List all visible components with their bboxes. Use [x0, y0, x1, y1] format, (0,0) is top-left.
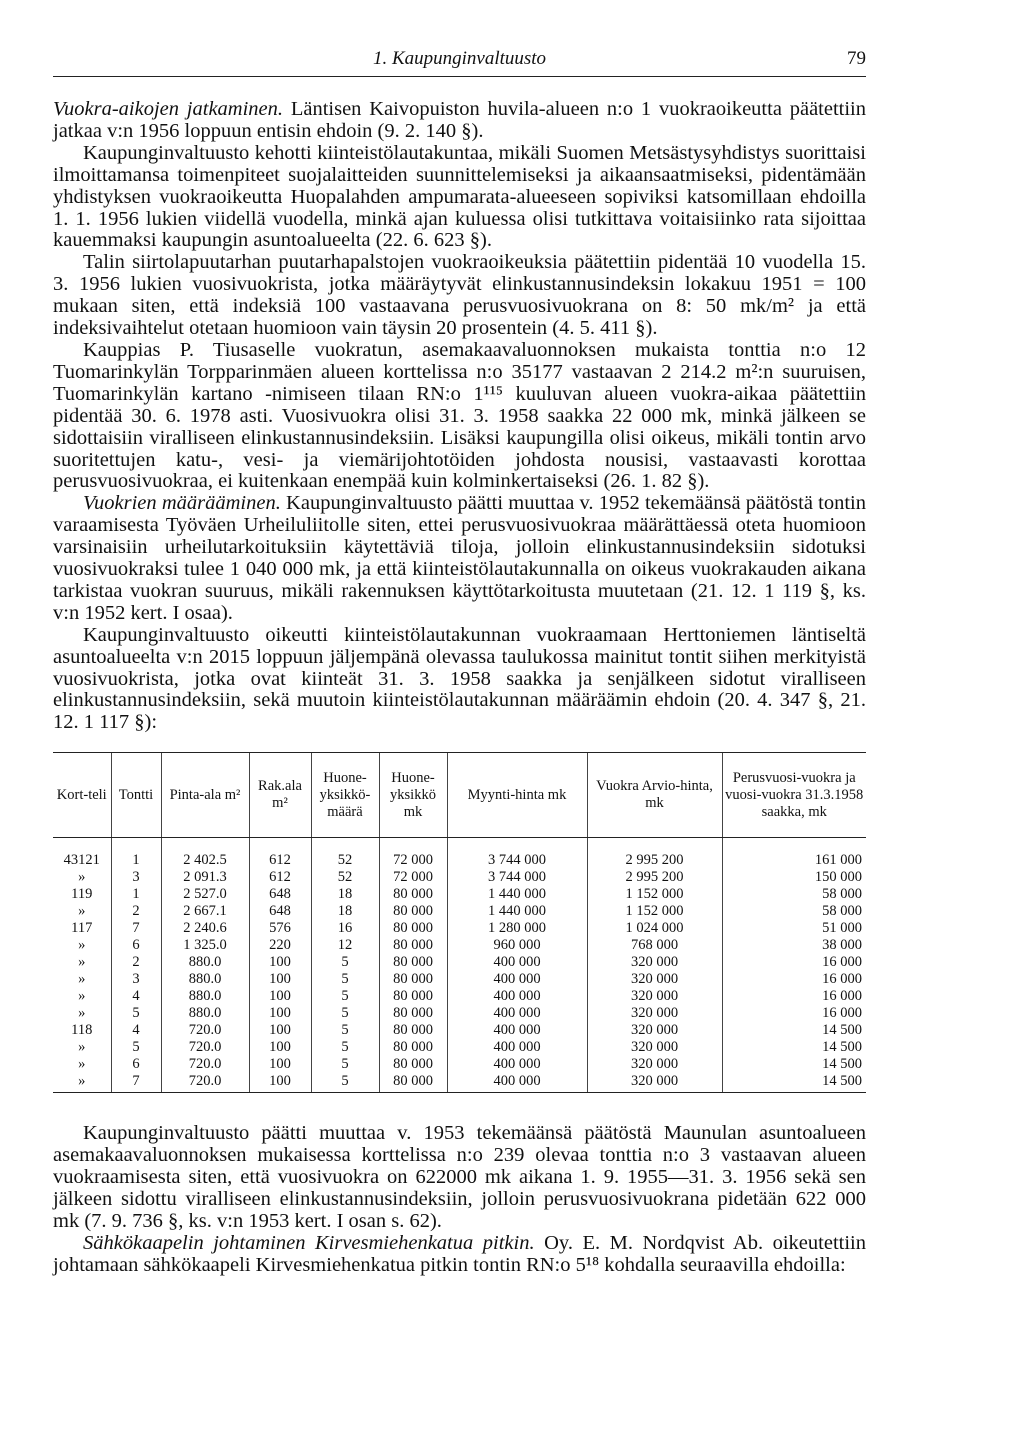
paragraph — [53, 1123, 866, 1233]
table-row — [53, 937, 866, 954]
table-cell: » — [78, 937, 86, 954]
table-cell: 720.0 — [161, 1056, 249, 1073]
table-cell: 320 000 — [587, 954, 722, 971]
table-cell: 400 000 — [447, 1073, 587, 1093]
table-cell: 16 000 — [722, 971, 866, 988]
table-cell: 880.0 — [161, 971, 249, 988]
table-cell: 3 744 000 — [447, 869, 587, 886]
table-cell: 2 995 200 — [587, 869, 722, 886]
lease-table-wrapper — [53, 752, 866, 1093]
table-cell: 3 — [111, 869, 161, 886]
table-cell: 4 — [111, 1022, 161, 1039]
paragraph-text: Kaupunginvaltuusto päätti muuttaa v. 1953 tekemäänsä päätöstä Maunulan asuntoalueen asemakaavaluonnoksen mukaisessa korttelissa n:o 239 olevaa tonttia n:o 3 vastaavan alueen vuokraamisesta siten, että vuosivuokra on 622000 mk aikana 1. 9. 1955—31. 3. 1956 sekä sen jälkeen sidottu viralliseen elinkustannusindeksiin, jolloin perusvuosivuokrana pidetään 622 000 mk (7. 9. 736 §, ks. v:n 1953 kert. I osan s. 62). — [53, 1122, 866, 1232]
table-cell: 100 — [249, 1039, 311, 1056]
table-cell: 5 — [111, 1039, 161, 1056]
table-cell: 400 000 — [447, 954, 587, 971]
table-cell: 612 — [249, 838, 311, 870]
table-cell: 117 — [71, 920, 93, 937]
column-header: Myynti-hinta mk — [447, 753, 587, 838]
table-cell: 14 500 — [722, 1073, 866, 1093]
paragraph-text: Kaupunginvaltuusto kehotti kiinteistölautakuntaa, mikäli Suomen Metsästysyhdistys suorittaisi ilmoittamansa toimenpiteet suojalaitteiden suunnittelemiseksi ja aikaansaatmiseksi, pidentämään yhdistyksen vuokraoikeutta Huopalahden ampumarata-alueeseen sopiviksi katsomillaan ehdoilla 1. 1. 1956 lukien viidellä vuodella, minkä ajan kuluessa olisi tutkittava voitaisiinko rata sijoittaa kauemmaksi kaupungin asuntoalueelta (22. 6. 623 §). — [53, 141, 866, 252]
table-cell: » — [78, 1056, 86, 1073]
table-cell: 1 440 000 — [447, 903, 587, 920]
table-cell: 2 091.3 — [161, 869, 249, 886]
table-cell: 72 000 — [379, 869, 447, 886]
table-cell: 80 000 — [379, 988, 447, 1005]
table-cell: 768 000 — [587, 937, 722, 954]
paragraph — [53, 625, 866, 735]
table-cell: 400 000 — [447, 1039, 587, 1056]
column-header: Huone-yksikkö-määrä — [311, 753, 379, 838]
table-cell: 100 — [249, 1022, 311, 1039]
table-cell: » — [78, 1039, 86, 1056]
body-text — [53, 99, 866, 734]
table-cell: 150 000 — [722, 869, 866, 886]
table-cell: 400 000 — [447, 1056, 587, 1073]
table-cell: 80 000 — [379, 954, 447, 971]
table-cell: 80 000 — [379, 920, 447, 937]
table-cell: 1 — [111, 886, 161, 903]
table-cell: 80 000 — [379, 971, 447, 988]
table-row — [53, 971, 866, 988]
table-cell: 100 — [249, 1073, 311, 1093]
table-cell: 80 000 — [379, 1039, 447, 1056]
table-cell: 80 000 — [379, 903, 447, 920]
table-cell: 2 — [111, 954, 161, 971]
section-heading: Vuokrien määrääminen. — [83, 492, 281, 515]
table-row — [53, 1073, 866, 1093]
table-cell: 1 280 000 — [447, 920, 587, 937]
table-row — [53, 1039, 866, 1056]
table-cell: 80 000 — [379, 886, 447, 903]
table-cell: » — [78, 988, 86, 1005]
document-page — [53, 44, 866, 1277]
table-cell: 119 — [71, 886, 93, 903]
table-cell: 80 000 — [379, 1005, 447, 1022]
table-cell: 5 — [111, 1005, 161, 1022]
table-cell: 320 000 — [587, 988, 722, 1005]
column-header: Tontti — [111, 753, 161, 838]
table-cell: 5 — [311, 1039, 379, 1056]
table-cell: 648 — [249, 886, 311, 903]
table-cell: 14 500 — [722, 1022, 866, 1039]
table-row — [53, 954, 866, 971]
table-cell: 52 — [311, 838, 379, 870]
table-cell: 16 — [311, 920, 379, 937]
table-cell: 16 000 — [722, 1005, 866, 1022]
table-row — [53, 920, 866, 937]
table-cell: 12 — [311, 937, 379, 954]
table-cell: 320 000 — [587, 1056, 722, 1073]
table-cell: 5 — [311, 1022, 379, 1039]
table-cell: 648 — [249, 903, 311, 920]
table-cell: 100 — [249, 988, 311, 1005]
table-cell: 5 — [311, 988, 379, 1005]
table-cell: 1 325.0 — [161, 937, 249, 954]
table-cell: 18 — [311, 903, 379, 920]
table-cell: 5 — [311, 1005, 379, 1022]
table-cell: 14 500 — [722, 1056, 866, 1073]
table-cell: 58 000 — [722, 903, 866, 920]
table-cell: 2 995 200 — [587, 838, 722, 870]
table-cell: 3 744 000 — [447, 838, 587, 870]
running-header — [53, 44, 866, 77]
table-cell: 58 000 — [722, 886, 866, 903]
column-header: Kort-teli — [53, 753, 111, 838]
table-cell: 2 — [111, 903, 161, 920]
table-cell: 2 402.5 — [161, 838, 249, 870]
table-cell: 43121 — [63, 852, 100, 869]
table-cell: 960 000 — [447, 937, 587, 954]
table-row — [53, 869, 866, 886]
table-cell: 100 — [249, 1005, 311, 1022]
table-cell: 612 — [249, 869, 311, 886]
table-cell: 880.0 — [161, 1005, 249, 1022]
table-row — [53, 886, 866, 903]
table-cell: 1 024 000 — [587, 920, 722, 937]
paragraph — [53, 493, 866, 624]
column-header: Perusvuosi-vuokra ja vuosi-vuokra 31.3.1958 saakka, mk — [722, 753, 866, 838]
table-cell: 320 000 — [587, 1022, 722, 1039]
table-cell: 880.0 — [161, 954, 249, 971]
table-cell: 320 000 — [587, 1073, 722, 1093]
table-cell: 6 — [111, 937, 161, 954]
table-cell: 220 — [249, 937, 311, 954]
table-cell: 5 — [311, 1056, 379, 1073]
paragraph-text: Kaupunginvaltuusto oikeutti kiinteistölautakunnan vuokraamaan Herttoniemen läntiseltä asuntoalueelta v:n 2015 loppuun jäljempänä olevassa taulukossa mainitut tontit siihen merkityistä vuosivuokrista, jotka ovat kiinteät 31. 3. 1958 saakka ja senjälkeen sidotut viralliseen elinkustannusindeksiin, sekä muutoin kiinteistölautakunnan määräämin ehdoin (20. 4. 347 §, 21. 12. 1 117 §): — [53, 623, 866, 734]
table-cell: 80 000 — [379, 1022, 447, 1039]
paragraph — [53, 143, 866, 253]
table-cell: 720.0 — [161, 1073, 249, 1093]
table-cell: » — [78, 869, 86, 886]
table-cell: 100 — [249, 954, 311, 971]
table-row — [53, 838, 866, 870]
table-header-row — [53, 753, 866, 838]
table-cell: 720.0 — [161, 1039, 249, 1056]
body-text-after-table — [53, 1123, 866, 1276]
table-cell: 880.0 — [161, 988, 249, 1005]
table-cell: » — [53, 1073, 111, 1093]
table-cell: 52 — [311, 869, 379, 886]
table-cell: 576 — [249, 920, 311, 937]
chapter-title: 1. Kaupunginvaltuusto — [372, 48, 547, 69]
table-cell: 7 — [111, 920, 161, 937]
table-cell: 38 000 — [722, 937, 866, 954]
paragraph-text: Kaupunginvaltuusto päätti muuttaa v. 1952 tekemäänsä päätöstä tontin varaamisesta Työväen Urheiluliitolle siten, ettei perusvuosivuokraa määrättäessä oteta huomioon varsinaisiin urheilutarkoituksiin käytettäviä tiloja, jolloin elinkustannusindeksiin sidotuksi vuosivuokraksi tulee 1 040 000 mk, ja että kiinteistölautakunnalla on oikeus vuokrakauden aikana tarkistaa vuokran suuruus, mikäli rakennuksen käyttötarkoitusta muutetaan (21. 12. 1 119 §, ks. v:n 1952 kert. I osaa). — [53, 492, 866, 624]
table-row — [53, 1022, 866, 1039]
table-cell: 5 — [311, 1073, 379, 1093]
table-cell: » — [78, 954, 86, 971]
table-cell: 5 — [311, 954, 379, 971]
table-cell: 161 000 — [722, 838, 866, 870]
table-cell: 2 527.0 — [161, 886, 249, 903]
page-number: 79 — [847, 48, 866, 69]
column-header: Vuokra Arvio-hinta, mk — [587, 753, 722, 838]
table-cell: 2 240.6 — [161, 920, 249, 937]
table-row — [53, 988, 866, 1005]
table-cell: 400 000 — [447, 1005, 587, 1022]
paragraph-text: Talin siirtolapuutarhan puutarhapalstojen vuokraoikeuksia päätettiin pidentää 10 vuodella 15. 3. 1956 lukien vuosivuokrista, jotka määräytyvät elinkustannusindeksin lokakuu 1951 = 100 mukaan siten, että indeksiä 100 vastaavana perusvuosivuokrana on 8: 50 mk/m² ja että indeksivaihtelut otetaan huomioon vain täysin 20 prosentein (4. 5. 411 §). — [53, 251, 866, 340]
table-cell: » — [78, 903, 86, 920]
table-row — [53, 1005, 866, 1022]
column-header: Pinta-ala m² — [161, 753, 249, 838]
paragraph — [53, 1233, 866, 1277]
table-cell: 14 500 — [722, 1039, 866, 1056]
paragraph — [53, 340, 866, 493]
table-cell: 16 000 — [722, 954, 866, 971]
table-cell: 16 000 — [722, 988, 866, 1005]
paragraph-text: Kauppias P. Tiusaselle vuokratun, asemakaavaluonnoksen mukaista tonttia n:o 12 Tuomarinkylän Torpparinmäen alueen korttelissa n:o 35177 vastaavan 2 214.2 m²:n suuruisen, Tuomarinkylän kartano -nimiseen tilaan RN:o 1¹¹⁵ kuuluvan alueen vuokra-aikaa päätettiin pidentää 30. 6. 1978 asti. Vuosivuokra olisi 31. 3. 1958 saakka 22 000 mk, minkä jälkeen se sidottaisiin viralliseen elinkustannusindeksiin. Lisäksi kaupungilla olisi oikeus, mikäli tontin arvo suoritettujen katu-, vesi- ja viemärijohtotöiden johdosta nousisi, vastaavasti korottaa perusvuosivuokraa, ei kuitenkaan enempää kuin kolminkertaiseksi (26. 1. 82 §). — [53, 338, 866, 493]
section-heading: Vuokra-aikojen jatkaminen. — [53, 98, 284, 120]
table-cell: 7 — [111, 1073, 161, 1093]
table-cell: 3 — [111, 971, 161, 988]
paragraph — [53, 99, 866, 143]
table-cell: 2 667.1 — [161, 903, 249, 920]
paragraph-text: Läntisen Kaivopuiston huvila-alueen n:o 1 vuokraoikeutta päätettiin jatkaa v:n 1956 loppuun entisin ehdoin (9. 2. 140 §). — [53, 98, 867, 142]
table-cell: » — [78, 1005, 86, 1022]
table-cell: » — [78, 971, 86, 988]
table-cell: 320 000 — [587, 971, 722, 988]
column-header: Rak.ala m² — [249, 753, 311, 838]
lease-table — [53, 752, 866, 1093]
table-cell: 18 — [311, 886, 379, 903]
table-cell: 400 000 — [447, 971, 587, 988]
table-cell: 100 — [249, 971, 311, 988]
table-cell: 400 000 — [447, 1022, 587, 1039]
table-cell: 6 — [111, 1056, 161, 1073]
table-cell: 4 — [111, 988, 161, 1005]
table-row — [53, 903, 866, 920]
table-cell: 1 152 000 — [587, 886, 722, 903]
paragraph-text: Oy. E. M. Nordqvist Ab. oikeutettiin johtamaan sähkökaapeli Kirvesmiehenkatua pitkin tontin RN:o 5¹⁸ kohdalla seuraavilla ehdoilla: — [53, 1231, 866, 1276]
table-cell: 320 000 — [587, 1005, 722, 1022]
table-cell: 1 440 000 — [447, 886, 587, 903]
table-cell: 320 000 — [587, 1039, 722, 1056]
paragraph — [53, 252, 866, 340]
table-cell: 1 152 000 — [587, 903, 722, 920]
table-cell: 118 — [71, 1022, 93, 1039]
table-cell: 51 000 — [722, 920, 866, 937]
table-cell: 80 000 — [379, 1073, 447, 1093]
table-cell: 400 000 — [447, 988, 587, 1005]
table-body — [53, 838, 866, 1093]
table-cell: 100 — [249, 1056, 311, 1073]
table-cell: 720.0 — [161, 1022, 249, 1039]
table-row — [53, 1056, 866, 1073]
table-cell: 1 — [111, 838, 161, 870]
table-cell: 80 000 — [379, 1056, 447, 1073]
section-heading: Sähkökaapelin johtaminen Kirvesmiehenkatua pitkin. — [83, 1231, 535, 1254]
table-cell: 72 000 — [379, 838, 447, 870]
column-header: Huone-yksikkö mk — [379, 753, 447, 838]
table-cell: 80 000 — [379, 937, 447, 954]
table-cell: 5 — [311, 971, 379, 988]
